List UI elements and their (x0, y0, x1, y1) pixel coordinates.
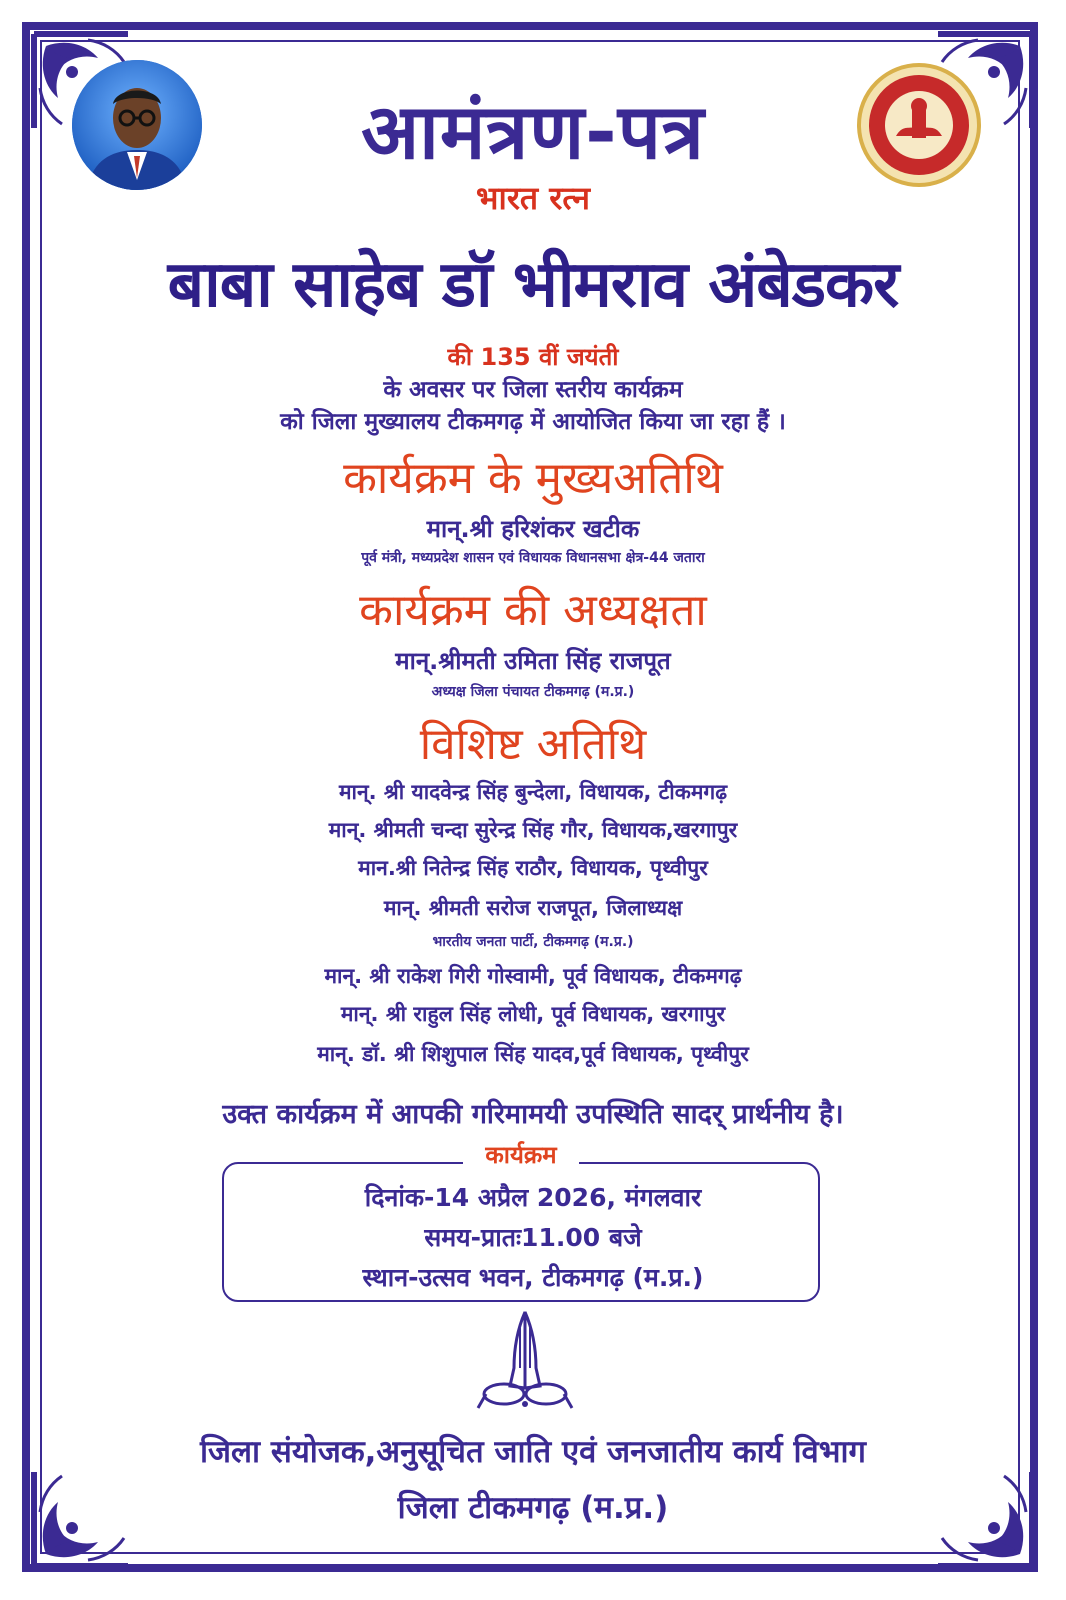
anniversary-text: की 135 वीं जयंती (447, 343, 619, 371)
special-guest-subline: भारतीय जनता पार्टी, टीकमगढ़ (म.प्र.) (432, 934, 634, 950)
special-guest-line: मान्. श्री यादवेन्द्र सिंह बुन्देला, विधायक, टीकमगढ़ (338, 780, 728, 804)
special-guests-heading: विशिष्ट अतिथि (419, 719, 647, 770)
honoree-name: बाबा साहेब डॉ भीमराव अंबेडकर (167, 248, 899, 322)
chief-guest-desc: पूर्व मंत्री, मध्यप्रदेश शासन एवं विधायक विधानसभा क्षेत्र-44 जतारा (361, 550, 705, 566)
footer-district: जिला टीकमगढ़ (म.प्र.) (397, 1490, 669, 1526)
special-guest-line: मान्. डॉ. श्री शिशुपाल सिंह यादव,पूर्व विधायक, पृथ्वीपुर (317, 1042, 749, 1066)
page-title: आमंत्रण-पत्र (361, 87, 705, 176)
chief-guest-name: मान्.श्री हरिशंकर खटीक (426, 515, 640, 543)
special-guest-line: मान.श्री नितेन्द्र सिंह राठौर, विधायक, पृथ्वीपुर (358, 856, 708, 880)
presidency-desc: अध्यक्ष जिला पंचायत टीकमगढ़ (म.प्र.) (431, 684, 635, 700)
footer-organizer: जिला संयोजक,अनुसूचित जाति एवं जनजातीय कार्य विभाग (200, 1434, 866, 1470)
special-guest-line: मान्. श्री राहुल सिंह लोधी, पूर्व विधायक, खरगापुर (340, 1002, 726, 1026)
intro-line-2: को जिला मुख्यालय टीकमगढ़ में आयोजित किया जा रहा हैं । (280, 409, 786, 435)
program-date: दिनांक-14 अप्रैल 2026, मंगलवार (364, 1183, 702, 1212)
intro-line-1: के अवसर पर जिला स्तरीय कार्यक्रम (383, 377, 683, 403)
presidency-name: मान्.श्रीमती उमिता सिंह राजपूत (395, 647, 671, 675)
subtitle: भारत रत्न (476, 179, 590, 217)
special-guest-line: मान्. श्रीमती सरोज राजपूत, जिलाध्यक्ष (383, 896, 683, 920)
program-time: समय-प्रातः11.00 बजे (424, 1223, 642, 1252)
special-guest-line: मान्. श्रीमती चन्दा सुरेन्द्र सिंह गौर, विधायक,खरगापुर (328, 818, 738, 842)
program-venue: स्थान-उत्सव भवन, टीकमगढ़ (म.प्र.) (362, 1263, 704, 1292)
namaste-hands-icon (470, 1308, 580, 1418)
chief-guest-heading: कार्यक्रम के मुख्यअतिथि (343, 453, 723, 504)
special-guest-line: मान्. श्री राकेश गिरी गोस्वामी, पूर्व विधायक, टीकमगढ़ (324, 964, 742, 988)
program-label: कार्यक्रम (463, 1138, 579, 1171)
invitation-request: उक्त कार्यक्रम में आपकी गरिमामयी उपस्थिति सादर् प्रार्थनीय है। (222, 1099, 844, 1130)
presidency-heading: कार्यक्रम की अध्यक्षता (359, 585, 707, 636)
